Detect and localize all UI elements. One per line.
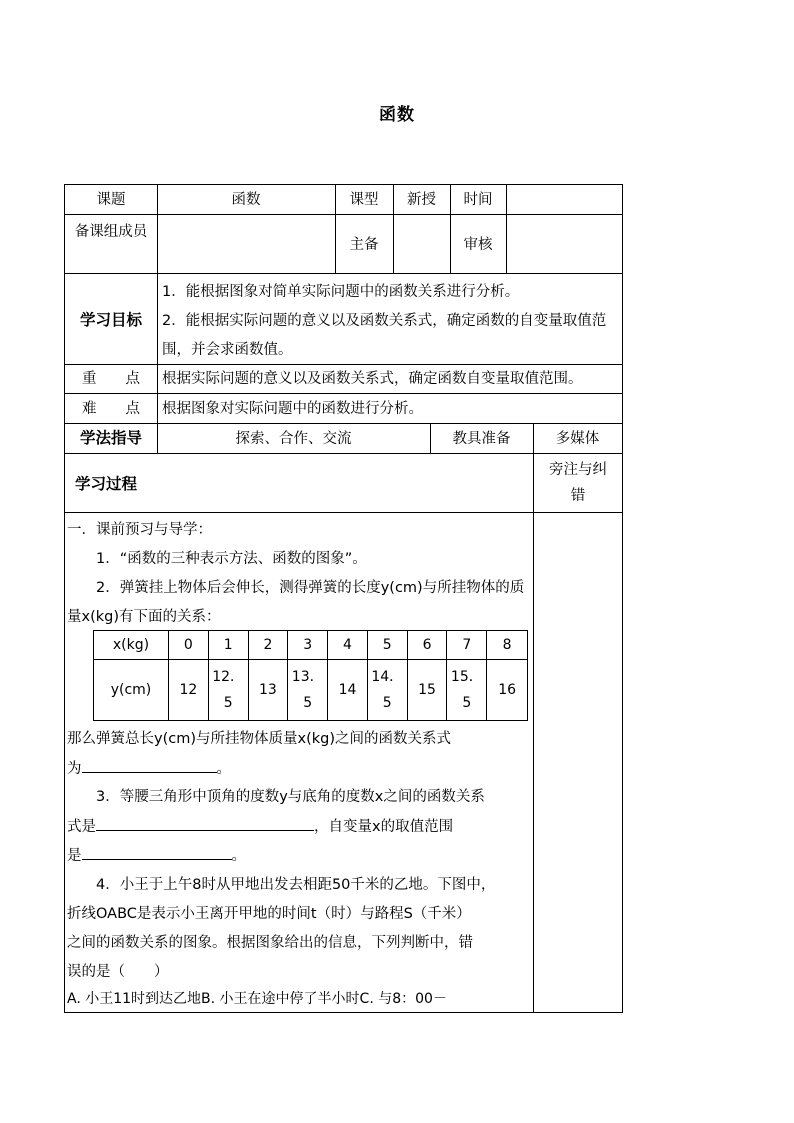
row-divider	[65, 423, 622, 424]
key-point-text: 根据实际问题的意义以及函数关系式，确定函数自变量取值范围。	[162, 371, 583, 387]
section-heading: 一．课前预习与导学：	[67, 522, 212, 538]
question-1: 1．“函数的三种表示方法、函数的图象”。	[96, 551, 367, 567]
goal-item-2: 2．能根据实际问题的意义以及函数关系式，确定函数的自变量取值范围，并会求函数值。	[162, 313, 607, 358]
method-label: 学法指导	[79, 429, 142, 447]
y-value: 12	[169, 660, 209, 720]
x-header: x(kg)	[94, 631, 169, 660]
method-text: 探索、合作、交流	[235, 431, 352, 447]
row-divider	[65, 512, 622, 513]
question-4-line-3: 之间的函数关系的图象。根据图象给出的信息，下列判断中，错	[67, 935, 473, 951]
type-label: 课型	[349, 192, 379, 208]
goal-item-1: 1．能根据图象对简单实际问题中的函数关系进行分析。	[162, 284, 520, 300]
answer-blank[interactable]	[82, 754, 217, 773]
question-2: 2．弹簧挂上物体后会伸长，测得弹簧的长度y(cm)与所挂物体的质量x(kg)有下面的关系：	[67, 580, 525, 625]
col-divider	[506, 185, 507, 273]
y-value: 13．5	[288, 660, 328, 720]
col-divider	[533, 423, 534, 1013]
process-label: 学习过程	[75, 475, 138, 493]
row-divider	[65, 393, 622, 394]
difficulty-label: 难 点	[82, 401, 140, 417]
col-divider	[157, 185, 158, 453]
y-value: 15	[408, 660, 448, 720]
topic-label: 课题	[96, 192, 126, 208]
row-divider	[65, 273, 622, 274]
x-value: 5	[368, 631, 408, 660]
x-value: 1	[209, 631, 249, 660]
answer-blank[interactable]	[96, 812, 314, 831]
x-value: 4	[328, 631, 368, 660]
question-2-tail: 那么弹簧总长y(cm)与所挂物体质量x(kg)之间的函数关系式	[67, 731, 451, 747]
y-value: 14	[328, 660, 368, 720]
x-value: 3	[288, 631, 328, 660]
answer-blank[interactable]	[82, 841, 232, 860]
side-notes-label: 旁注与纠错	[549, 462, 607, 504]
row-divider	[65, 453, 622, 454]
y-header: y(cm)	[94, 660, 169, 720]
difficulty-text: 根据图象对实际问题中的函数进行分析。	[162, 401, 423, 417]
question-2-answer-line: 为 。	[67, 754, 529, 784]
page-title: 函数	[379, 105, 415, 125]
question-4-line-2: 折线OABC是表示小王离开甲地的时间t（时）与路程S（千米）	[67, 906, 471, 922]
topic-value: 函数	[231, 192, 261, 208]
lesson-plan-table	[64, 184, 623, 1013]
type-value: 新授	[407, 192, 436, 208]
lead-label: 主备	[349, 237, 379, 253]
x-value: 2	[249, 631, 289, 660]
y-value: 12．5	[209, 660, 249, 720]
goals-label: 学习目标	[79, 311, 142, 329]
x-value: 0	[169, 631, 209, 660]
spring-data-table	[93, 630, 528, 721]
y-value: 13	[249, 660, 289, 720]
question-3: 3．等腰三角形中顶角的度数y与底角的度数x之间的函数关系	[96, 789, 485, 805]
question-3-line-2: 式是 ，自变量x的取值范围	[67, 812, 529, 842]
key-point-label: 重 点	[82, 371, 140, 387]
tools-value: 多媒体	[555, 431, 600, 447]
review-label: 审核	[463, 237, 493, 253]
group-label: 备课组成员	[74, 224, 148, 240]
question-4: 4．小王于上午8时从甲地出发去相距50千米的乙地。下图中，	[96, 877, 496, 893]
y-value: 16	[498, 682, 517, 698]
tools-label: 教具准备	[452, 431, 511, 447]
x-value: 7	[447, 631, 487, 660]
question-3-line-3: 是 。	[67, 841, 529, 871]
y-value: 15．5	[447, 660, 487, 720]
row-divider	[65, 214, 622, 215]
y-value: 14．5	[368, 660, 408, 720]
time-label: 时间	[463, 192, 493, 208]
x-value: 6	[408, 631, 448, 660]
question-4-options: A. 小王11时到达乙地B. 小王在途中停了半小时C. 与8：00－	[67, 991, 447, 1007]
x-value: 8	[487, 631, 527, 660]
question-4-line-4: 误的是（ ）	[67, 964, 169, 980]
